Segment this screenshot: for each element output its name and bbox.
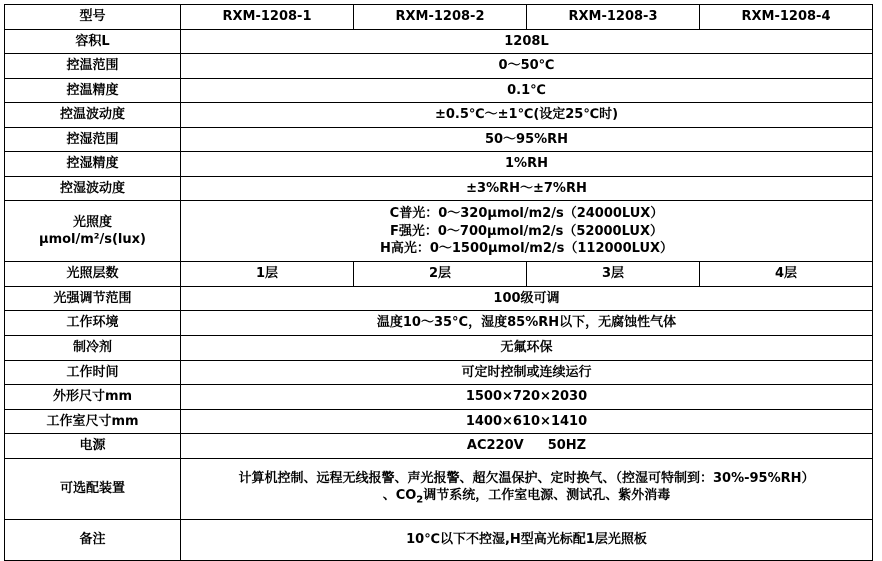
row-label-temp-range: 控温范围 [5,54,181,79]
illumination-line-f: F强光：0～700μmol/m2/s（52000LUX） [389,223,663,239]
table-row-layers [5,262,873,287]
table-row [5,29,873,54]
row-value-light-adjust: 100级可调 [181,286,873,311]
row-value-working-time: 可定时控制或连续运行 [181,360,873,385]
row-value-illumination [181,201,873,262]
row-value-humidity-accuracy: 1%RH [181,152,873,177]
header-model-2: RXM-1208-2 [354,5,527,30]
layers-value-1: 1层 [181,262,354,287]
optional-line-2-sub: 2 [416,495,424,507]
row-label-illumination [5,201,181,262]
illumination-line-c: C普光：0～320μmol/m2/s（24000LUX） [389,206,664,222]
optional-line-2-pre: 、CO [382,488,417,504]
row-label-chamber-dimensions: 工作室尺寸mm [5,409,181,434]
row-label-refrigerant: 制冷剂 [5,336,181,361]
row-label-humidity-fluctuation: 控湿波动度 [5,176,181,201]
optional-line-2 [183,487,870,507]
table-row [5,336,873,361]
layers-value-4: 4层 [700,262,873,287]
layers-value-2: 2层 [354,262,527,287]
row-value-temp-range: 0～50℃ [181,54,873,79]
row-label-temp-accuracy: 控温精度 [5,78,181,103]
row-value-temp-accuracy: 0.1℃ [181,78,873,103]
row-label-note: 备注 [5,519,181,560]
optional-line-1: 计算机控制、远程无线报警、声光报警、超欠温保护、定时换气、（控湿可特制到：30%-95%RH） [238,470,815,486]
row-label-humidity-accuracy: 控湿精度 [5,152,181,177]
row-value-capacity: 1208L [181,29,873,54]
table-row [5,385,873,410]
layers-value-3: 3层 [527,262,700,287]
row-label-light-adjust: 光强调节范围 [5,286,181,311]
power-voltage: AC220V [466,438,524,454]
table-header-row [5,5,873,30]
header-model-3: RXM-1208-3 [527,5,700,30]
row-value-humidity-fluctuation: ±3%RH～±7%RH [181,176,873,201]
row-label-outer-dimensions: 外形尺寸mm [5,385,181,410]
power-frequency: 50HZ [547,438,587,454]
row-value-optional [181,458,873,519]
table-row [5,409,873,434]
header-label: 型号 [5,5,181,30]
table-row-power [5,434,873,459]
row-value-working-environment: 温度10～35°C，湿度85%RH以下，无腐蚀性气体 [181,311,873,336]
table-row [5,286,873,311]
row-label-layers: 光照层数 [5,262,181,287]
table-row [5,103,873,128]
row-value-temp-fluctuation: ±0.5℃～±1℃(设定25℃时) [181,103,873,128]
table-row [5,54,873,79]
table-row-optional [5,458,873,519]
row-label-working-time: 工作时间 [5,360,181,385]
header-model-1: RXM-1208-1 [181,5,354,30]
illumination-label-line1: 光照度 [72,214,112,230]
row-value-outer-dimensions: 1500×720×2030 [181,385,873,410]
row-value-humidity-range: 50～95%RH [181,127,873,152]
row-value-chamber-dimensions: 1400×610×1410 [181,409,873,434]
row-label-optional: 可选配装置 [5,458,181,519]
illumination-label-line2: μmol/m²/s(lux) [39,232,146,248]
row-value-power [181,434,873,459]
row-value-refrigerant: 无氟环保 [181,336,873,361]
row-label-working-environment: 工作环境 [5,311,181,336]
table-row [5,78,873,103]
specification-table [4,4,873,561]
table-row [5,176,873,201]
row-label-temp-fluctuation: 控温波动度 [5,103,181,128]
table-row [5,360,873,385]
header-model-4: RXM-1208-4 [700,5,873,30]
table-row [5,311,873,336]
table-row [5,127,873,152]
row-label-capacity: 容积L [5,29,181,54]
row-value-note: 10℃以下不控湿,H型高光标配1层光照板 [181,519,873,560]
table-row-note [5,519,873,560]
table-row [5,152,873,177]
table-row-illumination [5,201,873,262]
optional-line-2-post: 调节系统，工作室电源、测试孔、紫外消毒 [423,488,671,504]
row-label-humidity-range: 控湿范围 [5,127,181,152]
illumination-line-h: H高光：0～1500μmol/m2/s（112000LUX） [379,241,674,257]
row-label-power: 电源 [5,434,181,459]
